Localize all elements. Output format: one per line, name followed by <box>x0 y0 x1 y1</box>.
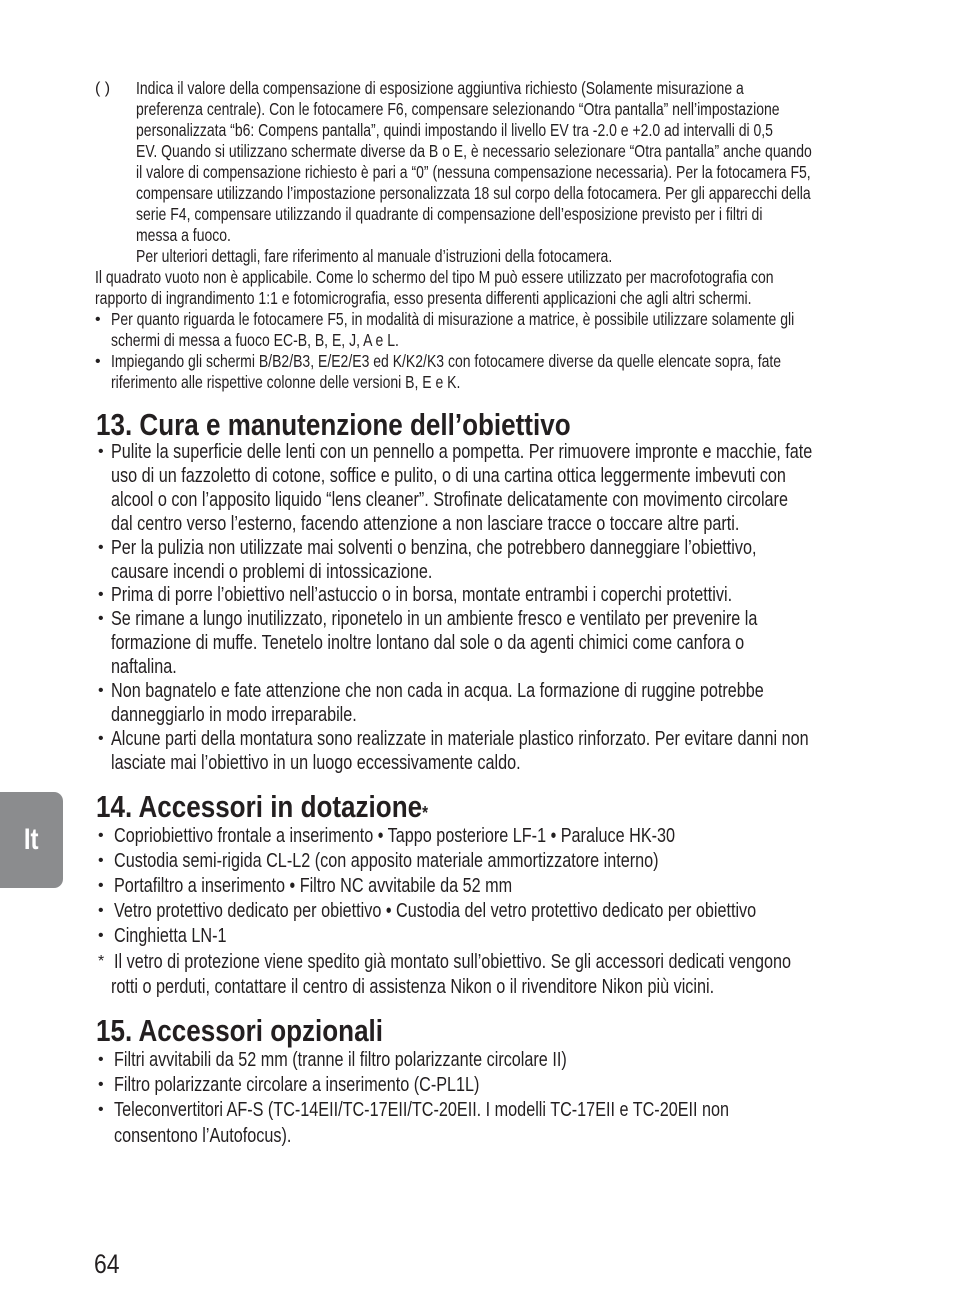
language-tab-label: It <box>24 823 39 856</box>
text-line: Teleconvertitori AF-S (TC-14EII/TC-17EII/TC-20EII. I modelli TC-17EII e TC-20EII non <box>114 1098 730 1122</box>
bullet-icon: • <box>98 1051 104 1068</box>
text-line: Custodia semi-rigida CL-L2 (con apposito materiale ammortizzatore interno) <box>114 849 659 873</box>
text-line: Indica il valore della compensazione di esposizione aggiuntiva richiesto (Solamente misurazione a <box>136 78 744 98</box>
page-number: 64 <box>94 1249 120 1279</box>
bullet-icon: • <box>98 586 104 604</box>
section-13-heading <box>96 408 571 442</box>
text-line: rotti o perduti, contattare il centro di assistenza Nikon o il rivenditore Nikon più vicini. <box>111 974 715 998</box>
bullet-icon: • <box>98 729 104 747</box>
bullet-icon: • <box>98 682 104 699</box>
text-line: personalizzata “b6: Compens pantalla”, quindi impostando il livello EV tra -2.0 e +2.0 ad intervalli di 0,5 <box>136 120 773 140</box>
bullet-icon: • <box>98 852 104 870</box>
text-line: causare incendi o problemi di intossicazione. <box>111 559 433 583</box>
bullet-icon: • <box>98 927 104 945</box>
section-14-title: 14. Accessori in dotazione <box>96 789 423 824</box>
bullet-icon: • <box>98 877 104 895</box>
text-line: naftalina. <box>111 655 177 679</box>
text-line: Per quanto riguarda le fotocamere F5, in modalità di misurazione a matrice, è possibile utilizzare solamente gli <box>111 309 795 329</box>
list-marker: ( ) <box>95 80 111 97</box>
text-line: Per la pulizia non utilizzate mai solventi o benzina, che potrebbero danneggiare l’obiettivo, <box>111 535 757 559</box>
bullet-icon: • <box>98 538 104 556</box>
footnote-mark: * <box>422 803 428 823</box>
section-15-title: 15. Accessori opzionali <box>96 1013 384 1048</box>
text-line: Alcune parti della montatura sono realizzate in materiale plastico rinforzato. Per evitare danni non <box>111 726 809 750</box>
section-14-heading <box>96 790 428 828</box>
text-line: Filtro polarizzante circolare a inserimento (C-PL1L) <box>114 1073 480 1097</box>
bullet-icon: • <box>95 311 101 328</box>
language-tab <box>0 792 63 888</box>
text-line: Il quadrato vuoto non è applicabile. Come lo schermo del tipo M può essere utilizzato per macrofotografia con <box>95 267 774 287</box>
list-marker: * <box>98 952 105 970</box>
text-line: Vetro protettivo dedicato per obiettivo • Custodia del vetro protettivo dedicato per obiettivo <box>114 899 757 923</box>
text-line: Prima di porre l’obiettivo nell’astuccio o in borsa, montate entrambi i coperchi protettivi. <box>111 583 733 607</box>
bullet-icon: • <box>98 902 104 920</box>
text-line: dal centro verso l’esterno, facendo attenzione a non lasciare tracce o toccare altre parti. <box>111 511 740 535</box>
bullet-icon: • <box>95 353 101 370</box>
text-line: schermi di messa a fuoco EC-B, B, E, J, A e L. <box>111 330 399 350</box>
bullet-icon: • <box>98 827 104 844</box>
bullet-icon: • <box>98 1101 104 1119</box>
text-line: Portafiltro a inserimento • Filtro NC avvitabile da 52 mm <box>114 874 513 898</box>
text-line: EV. Quando si utilizzano schermate diverse da B o E, è necessario selezionare “Otra pantalla” anche quando <box>136 141 812 161</box>
text-line: Per ulteriori dettagli, fare riferimento al manuale d’istruzioni della fotocamera. <box>136 246 613 266</box>
section-15-heading <box>96 1014 383 1048</box>
text-line: Copriobiettivo frontale a inserimento • Tappo posteriore LF-1 • Paraluce HK-30 <box>114 824 676 847</box>
text-line: rapporto di ingrandimento 1:1 e fotomicrografia, esso presenta differenti applicazioni che agli altri schermi. <box>95 288 752 308</box>
text-line: Il vetro di protezione viene spedito già montato sull’obiettivo. Se gli accessori dedicati vengono <box>114 949 791 973</box>
text-line: Filtri avvitabili da 52 mm (tranne il filtro polarizzante circolare II) <box>114 1048 567 1071</box>
text-line: messa a fuoco. <box>136 225 231 245</box>
section-13-title: 13. Cura e manutenzione dell’obiettivo <box>96 407 571 442</box>
text-line: preferenza centrale). Con le fotocamere F6, compensare selezionando “Otra pantalla” nell’impostazione <box>136 99 780 119</box>
text-line: lasciate mai l’obiettivo in un luogo eccessivamente caldo. <box>111 750 521 774</box>
text-line: il valore di compensazione richiesto è pari a “0” (nessuna compensazione necessaria). Per la fotocamera F5, <box>136 162 811 182</box>
text-line: formazione di muffe. Tenetelo inoltre lontano dal sole o da agenti chimici come canfora o <box>111 631 745 655</box>
text-line: danneggiarlo in modo irreparabile. <box>111 702 357 726</box>
text-line: alcool o con l’apposito liquido “lens cleaner”. Strofinate delicatamente con movimento circolare <box>111 487 788 511</box>
text-line: Cinghietta LN-1 <box>114 924 227 948</box>
text-line: compensare utilizzando l’impostazione personalizzata 18 sul corpo della fotocamera. Per gli apparecchi della <box>136 183 811 203</box>
bullet-icon: • <box>98 443 104 460</box>
text-line: riferimento alle rispettive colonne delle versioni B, E e K. <box>111 372 461 392</box>
text-line: uso di un fazzoletto di cotone, soffice e pulito, o di una cartina ottica leggermente imbevuti con <box>111 463 786 487</box>
bullet-icon: • <box>98 610 104 628</box>
text-line: consentono l’Autofocus). <box>114 1123 292 1147</box>
bullet-icon: • <box>98 1076 104 1094</box>
text-line: Pulite la superficie delle lenti con un pennello a pompetta. Per rimuovere impronte e macchie, fate <box>111 440 813 463</box>
text-line: Non bagnatelo e fate attenzione che non cada in acqua. La formazione di ruggine potrebbe <box>111 679 764 702</box>
text-line: serie F4, compensare utilizzando il quadrante di compensazione dell’esposizione previsto per i filtri di <box>136 204 763 224</box>
text-line: Se rimane a lungo inutilizzato, riponetelo in un ambiente fresco e ventilato per prevenire la <box>111 607 758 631</box>
text-line: Impiegando gli schermi B/B2/B3, E/E2/E3 ed K/K2/K3 con fotocamere diverse da quelle elencate sopra, fate <box>111 351 782 371</box>
